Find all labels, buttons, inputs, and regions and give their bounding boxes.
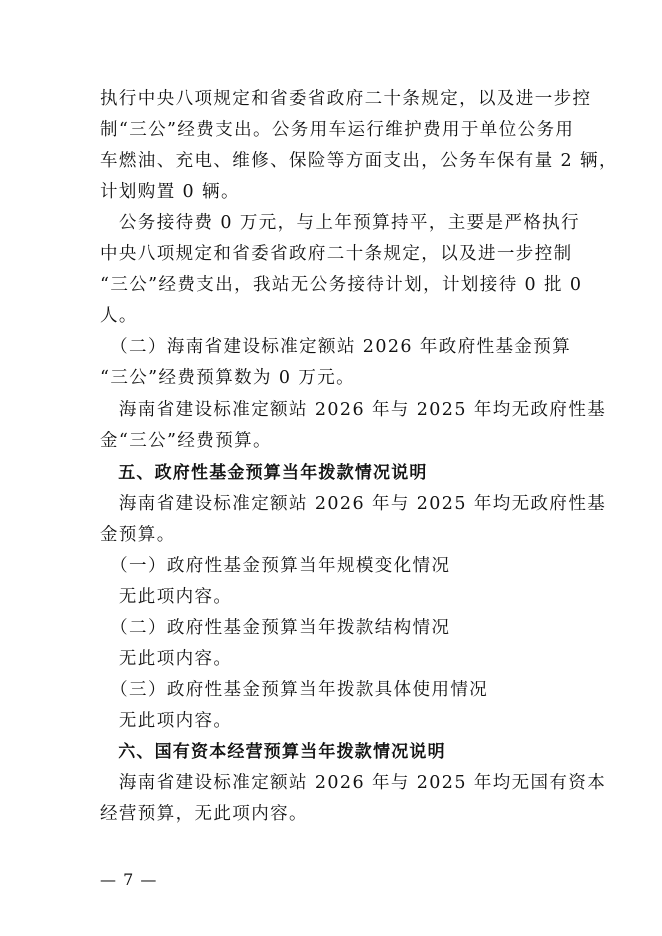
subheading-scale-change: （一）政府性基金预算当年规模变化情况: [100, 556, 451, 576]
text-line: 海南省建设标准定额站 2026 年与 2025 年均无政府性基: [100, 494, 607, 514]
text-line: 公务接待费 0 万元，与上年预算持平，主要是严格执行: [100, 213, 581, 233]
subheading-usage: （三）政府性基金预算当年拨款具体使用情况: [100, 680, 489, 700]
text-line: 制“三公”经费支出。公务用车运行维护费用于单位公务用: [100, 120, 575, 140]
paragraph-no-content: 无此项内容。: [100, 587, 233, 607]
text-line: 计划购置 0 辆。: [100, 182, 240, 202]
text-line: “三公”经费支出，我站无公务接待计划，计划接待 0 批 0: [100, 275, 583, 295]
page-number: — 7 —: [100, 870, 158, 889]
text-line: 经营预算，无此项内容。: [100, 804, 308, 824]
text-line: 金“三公”经费预算。: [100, 431, 272, 451]
text-line: “三公”经费预算数为 0 万元。: [100, 368, 356, 388]
paragraph-state-capital: [100, 768, 607, 830]
paragraph-car-costs: [100, 84, 618, 208]
text-line: 人。: [100, 306, 138, 326]
text-line: （二）海南省建设标准定额站 2026 年政府性基金预算: [100, 337, 572, 357]
text-line: 海南省建设标准定额站 2026 年与 2025 年均无政府性基: [100, 400, 607, 420]
paragraph-fund-budget-three-public: [100, 332, 570, 394]
text-line: 中央八项规定和省委省政府二十条规定，以及进一步控制: [100, 244, 573, 264]
text-line: 车燃油、充电、维修、保险等方面支出，公务车保有量 2 辆，: [100, 151, 618, 171]
text-line: 执行中央八项规定和省委省政府二十条规定，以及进一步控: [100, 89, 592, 109]
text-line: 金预算。: [100, 525, 176, 545]
paragraph-fund-none: [100, 489, 607, 551]
text-line: 海南省建设标准定额站 2026 年与 2025 年均无国有资本: [100, 773, 607, 793]
subheading-structure: （二）政府性基金预算当年拨款结构情况: [100, 618, 451, 638]
paragraph-reception-costs: [100, 208, 583, 332]
paragraph-no-content: 无此项内容。: [100, 649, 233, 669]
paragraph-fund-no-budget: [100, 395, 607, 457]
paragraph-no-content: 无此项内容。: [100, 711, 233, 731]
section-heading-five: 五、政府性基金预算当年拨款情况说明: [100, 463, 428, 483]
section-heading-six: 六、国有资本经营预算当年拨款情况说明: [100, 742, 446, 762]
